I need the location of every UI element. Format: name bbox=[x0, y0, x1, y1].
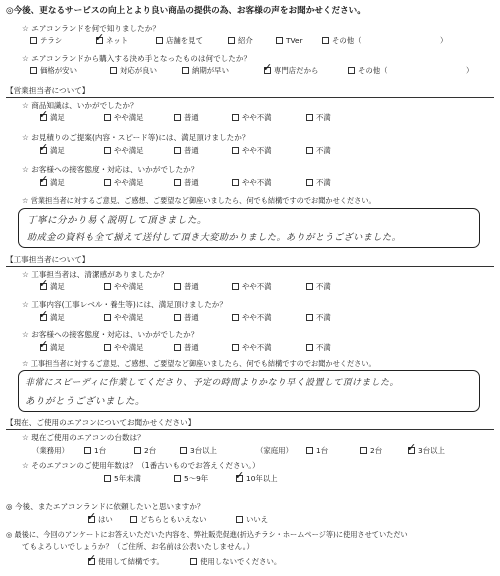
option-home-2: 2台 bbox=[370, 446, 383, 455]
scale-somewhat-satisfied: やや満足 bbox=[114, 178, 144, 187]
check-mark: ✓ bbox=[235, 469, 245, 482]
option-service: 対応が良い bbox=[120, 66, 157, 75]
sales-knowledge-question: ☆ 商品知識は、いかがでしたか？ bbox=[22, 101, 138, 110]
check-mark: ✓ bbox=[39, 173, 49, 186]
scale-somewhat-satisfied: やや満足 bbox=[114, 343, 144, 352]
checkbox-delivery[interactable] bbox=[182, 67, 189, 74]
divider bbox=[6, 266, 494, 267]
option-business-3: 3台以上 bbox=[190, 446, 217, 455]
checkbox-other2[interactable] bbox=[348, 67, 355, 74]
scale-somewhat-dissatisfied: やや不満 bbox=[242, 146, 272, 155]
option-delivery: 納期が早い bbox=[192, 66, 229, 75]
option-home-1: 1台 bbox=[316, 446, 329, 455]
radio-somewhat-satisfied[interactable] bbox=[104, 314, 111, 321]
scale-dissatisfied: 不満 bbox=[316, 282, 331, 291]
option-5-9: 5〜9年 bbox=[184, 474, 209, 483]
radio-somewhat-satisfied[interactable] bbox=[104, 283, 111, 290]
work-quality-question: ☆ 工事内容(工事レベル・養生等)には、満足頂けましたか？ bbox=[22, 300, 227, 309]
sales-comment-box[interactable] bbox=[18, 208, 480, 248]
scale-somewhat-dissatisfied: やや不満 bbox=[242, 343, 272, 352]
option-neither: どちらともいえない bbox=[140, 515, 207, 524]
checkbox-business-3[interactable] bbox=[180, 447, 187, 454]
scale-somewhat-satisfied: やや満足 bbox=[114, 282, 144, 291]
page-title: ◎今後、更なるサービスの向上とより良い商品の提供の為、お客様の声をお聞かせください。 bbox=[6, 6, 366, 16]
checkbox-no[interactable] bbox=[236, 516, 243, 523]
radio-somewhat-dissatisfied[interactable] bbox=[232, 344, 239, 351]
check-mark: ✓ bbox=[39, 108, 49, 121]
work-comment-question: ☆ 工事担当者に対するご意見、ご感想、ご要望など御座いましたら、何でも結構ですのでお聞かせください。 bbox=[22, 359, 376, 368]
scale-neutral: 普通 bbox=[184, 113, 199, 122]
scale-satisfied: 満足 bbox=[50, 178, 65, 187]
scale-dissatisfied: 不満 bbox=[316, 313, 331, 322]
option-under-5: 5年未満 bbox=[114, 474, 141, 483]
radio-somewhat-satisfied[interactable] bbox=[104, 114, 111, 121]
checkbox-price[interactable] bbox=[30, 67, 37, 74]
checkbox-business-2[interactable] bbox=[134, 447, 141, 454]
home-label: （家庭用） bbox=[256, 446, 293, 455]
sales-comment-line1: 丁寧に分かり易く説明して頂きました。 bbox=[27, 215, 208, 226]
section-current-aircon: 【現在、ご使用のエアコンについてお聞かせください】 bbox=[6, 418, 196, 427]
sales-comment-question: ☆ 営業担当者に対するご意見、ご感想、ご要望など御座いましたら、何でも結構ですのでお聞かせください。 bbox=[22, 196, 376, 205]
scale-dissatisfied: 不満 bbox=[316, 113, 331, 122]
scale-neutral: 普通 bbox=[184, 146, 199, 155]
scale-somewhat-dissatisfied: やや不満 bbox=[242, 313, 272, 322]
q-reason-question: ☆ エアコンランドから購入する決め手となったものは何でしたか？ bbox=[22, 54, 252, 63]
radio-neutral[interactable] bbox=[174, 147, 181, 154]
checkbox-neither[interactable] bbox=[130, 516, 137, 523]
check-mark: ✓ bbox=[263, 61, 273, 74]
checkbox-5-9[interactable] bbox=[174, 475, 181, 482]
divider bbox=[6, 97, 494, 98]
radio-somewhat-satisfied[interactable] bbox=[104, 147, 111, 154]
option-other-close: ） bbox=[440, 36, 448, 45]
sales-proposal-question: ☆ お見積りのご提案(内容・スピード等)には、満足頂けましたか？ bbox=[22, 133, 250, 142]
option-business-2: 2台 bbox=[144, 446, 157, 455]
radio-somewhat-dissatisfied[interactable] bbox=[232, 283, 239, 290]
radio-dissatisfied[interactable] bbox=[306, 179, 313, 186]
option-price: 価格が安い bbox=[40, 66, 77, 75]
check-mark: ✓ bbox=[407, 441, 417, 454]
checkbox-business-1[interactable] bbox=[84, 447, 91, 454]
radio-somewhat-dissatisfied[interactable] bbox=[232, 314, 239, 321]
business-label: （業務用） bbox=[32, 446, 69, 455]
option-allow: 使用して結構です。 bbox=[98, 557, 164, 566]
section-sales: 【営業担当者について】 bbox=[6, 86, 90, 95]
radio-dissatisfied[interactable] bbox=[306, 314, 313, 321]
final-question-line1: ◎ 最後に、今回のアンケートにお答えいただいた内容を、弊社販売促進(折込チラシ・ホームページ等)に使用させていただい bbox=[6, 530, 408, 539]
check-mark: ✓ bbox=[87, 510, 97, 523]
sales-attitude-question: ☆ お客様への接客態度・対応は、いかがでしたか？ bbox=[22, 165, 199, 174]
option-net: ネット bbox=[106, 36, 129, 45]
scale-satisfied: 満足 bbox=[50, 113, 65, 122]
divider bbox=[6, 429, 494, 430]
option-store: 店舗を見て bbox=[166, 36, 203, 45]
work-comment-box[interactable] bbox=[18, 370, 480, 412]
radio-neutral[interactable] bbox=[174, 114, 181, 121]
scale-somewhat-dissatisfied: やや不満 bbox=[242, 282, 272, 291]
scale-neutral: 普通 bbox=[184, 178, 199, 187]
q-source-question: ☆ エアコンランドを何で知りましたか？ bbox=[22, 24, 160, 33]
radio-somewhat-satisfied[interactable] bbox=[104, 344, 111, 351]
option-yes: はい bbox=[98, 515, 113, 524]
again-question: ◎ 今後、またエアコンランドに依頼したいと思いますか？ bbox=[6, 502, 205, 511]
radio-dissatisfied[interactable] bbox=[306, 114, 313, 121]
option-no: いいえ bbox=[246, 515, 269, 524]
scale-satisfied: 満足 bbox=[50, 146, 65, 155]
scale-neutral: 普通 bbox=[184, 343, 199, 352]
option-flyer: テラシ bbox=[40, 36, 63, 45]
radio-somewhat-satisfied[interactable] bbox=[104, 179, 111, 186]
option-specialist: 専門店だから bbox=[274, 66, 319, 75]
work-comment-line1: 非常にスピーディに作業してくださり、予定の時間よりかなり早く設置して頂けました。 bbox=[25, 378, 399, 388]
checkbox-under-5[interactable] bbox=[104, 475, 111, 482]
radio-somewhat-dissatisfied[interactable] bbox=[232, 179, 239, 186]
checkbox-service[interactable] bbox=[110, 67, 117, 74]
radio-dissatisfied[interactable] bbox=[306, 147, 313, 154]
checkbox-store[interactable] bbox=[156, 37, 163, 44]
option-other2-close: ） bbox=[466, 66, 474, 75]
checkbox-flyer[interactable] bbox=[30, 37, 37, 44]
work-comment-line2: ありがとうございました。 bbox=[25, 396, 146, 407]
option-other: その他（ bbox=[332, 36, 362, 45]
check-mark: ✓ bbox=[39, 338, 49, 351]
section-work: 【工事担当者について】 bbox=[6, 255, 90, 264]
scale-neutral: 普通 bbox=[184, 282, 199, 291]
scale-somewhat-satisfied: やや満足 bbox=[114, 313, 144, 322]
check-mark: ✓ bbox=[39, 308, 49, 321]
scale-satisfied: 満足 bbox=[50, 343, 65, 352]
radio-somewhat-dissatisfied[interactable] bbox=[232, 114, 239, 121]
check-mark: ✓ bbox=[39, 277, 49, 290]
scale-somewhat-satisfied: やや満足 bbox=[114, 146, 144, 155]
work-attitude-question: ☆ お客様への接客態度・対応は、いかがでしたか？ bbox=[22, 330, 199, 339]
scale-neutral: 普通 bbox=[184, 313, 199, 322]
work-clean-question: ☆ 工事担当者は、清潔感がありましたか？ bbox=[22, 270, 168, 279]
option-home-3: 3台以上 bbox=[418, 446, 445, 455]
checkbox-referral[interactable] bbox=[228, 37, 235, 44]
scale-somewhat-dissatisfied: やや不満 bbox=[242, 178, 272, 187]
scale-dissatisfied: 不満 bbox=[316, 178, 331, 187]
scale-dissatisfied: 不満 bbox=[316, 343, 331, 352]
option-other2: その他（ bbox=[358, 66, 388, 75]
checkbox-other[interactable] bbox=[322, 37, 329, 44]
option-referral: 紹介 bbox=[238, 36, 253, 45]
scale-satisfied: 満足 bbox=[50, 282, 65, 291]
radio-somewhat-dissatisfied[interactable] bbox=[232, 147, 239, 154]
aircon-count-question: ☆ 現在ご使用のエアコンの台数は？ bbox=[22, 433, 145, 442]
scale-somewhat-dissatisfied: やや不満 bbox=[242, 113, 272, 122]
checkbox-home-2[interactable] bbox=[360, 447, 367, 454]
radio-dissatisfied[interactable] bbox=[306, 344, 313, 351]
option-tver: TVer bbox=[286, 36, 303, 45]
scale-satisfied: 満足 bbox=[50, 313, 65, 322]
scale-somewhat-satisfied: やや満足 bbox=[114, 113, 144, 122]
option-deny: 使用しないでください。 bbox=[200, 557, 282, 566]
aircon-years-question: ☆ そのエアコンのご使用年数は？（1番古いものでお答えください。） bbox=[22, 461, 260, 470]
scale-dissatisfied: 不満 bbox=[316, 146, 331, 155]
checkbox-tver[interactable] bbox=[276, 37, 283, 44]
radio-dissatisfied[interactable] bbox=[306, 283, 313, 290]
checkbox-deny[interactable] bbox=[190, 558, 197, 565]
check-mark: ✓ bbox=[95, 31, 105, 44]
option-business-1: 1台 bbox=[94, 446, 107, 455]
checkbox-home-1[interactable] bbox=[306, 447, 313, 454]
option-10-plus: 10年以上 bbox=[246, 474, 278, 483]
sales-comment-line2: 助成金の資料も全て揃えて送付して頂き大変助かりました。ありがとうございました。 bbox=[27, 233, 402, 243]
radio-neutral[interactable] bbox=[174, 314, 181, 321]
check-mark: ✓ bbox=[39, 141, 49, 154]
check-mark: ✓ bbox=[87, 552, 97, 565]
final-question-line2: てもよろしいでしょうか？（ご住所、お名前は公表いたしません。） bbox=[22, 542, 255, 551]
radio-neutral[interactable] bbox=[174, 179, 181, 186]
radio-neutral[interactable] bbox=[174, 344, 181, 351]
radio-neutral[interactable] bbox=[174, 283, 181, 290]
